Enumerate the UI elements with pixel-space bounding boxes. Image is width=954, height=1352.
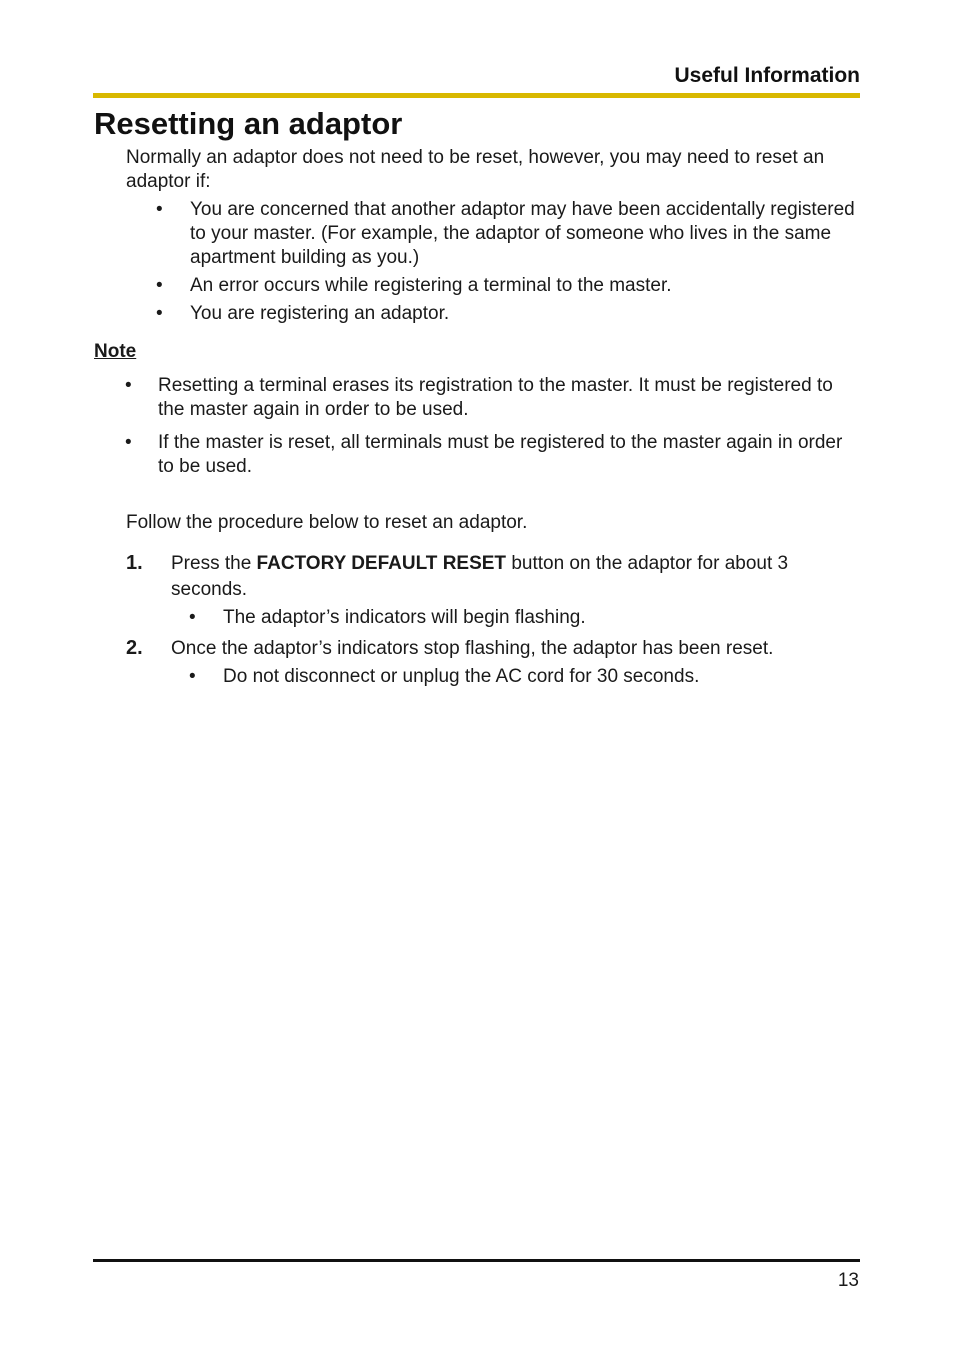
list-item-text: The adaptor’s indicators will begin flashing.: [223, 607, 586, 628]
step-text-before: Press the: [171, 553, 257, 574]
bullet-icon: •: [125, 375, 132, 396]
list-item-text: You are concerned that another adaptor may have been accidentally registered to your master. (For example, the adaptor of someone who lives in the same apartment building as you.): [190, 199, 855, 268]
bullet-icon: •: [156, 275, 163, 296]
step-text-after: button on the adaptor for about 3 seconds.: [171, 553, 789, 600]
step-text: Once the adaptor’s indicators stop flashing, the adaptor has been reset.: [171, 638, 774, 659]
note-list: [94, 374, 860, 488]
list-item-text: If the master is reset, all terminals must be registered to the master again in order to be used.: [158, 432, 843, 477]
step-2: [126, 636, 860, 689]
page-number: 13: [837, 1270, 859, 1291]
step-1: [126, 551, 860, 630]
reset-reasons-list: [126, 198, 866, 330]
step-sublist: [171, 606, 860, 630]
list-item-text: An error occurs while registering a terminal to the master.: [190, 275, 672, 296]
factory-default-reset-button-name: FACTORY DEFAULT RESET: [256, 553, 507, 574]
procedure-steps: [126, 551, 860, 695]
bullet-icon: •: [125, 432, 132, 453]
page-title: Resetting an adaptor: [94, 106, 403, 141]
list-item-text: Resetting a terminal erases its registration to the master. It must be registered to the master again in order to be used.: [158, 375, 833, 420]
list-item-text: Do not disconnect or unplug the AC cord for 30 seconds.: [223, 666, 700, 687]
bullet-icon: •: [156, 199, 163, 220]
footer-rule: [93, 1259, 860, 1262]
step-number: 2.: [126, 637, 143, 659]
list-item: [94, 431, 860, 479]
list-item: [126, 274, 866, 298]
procedure-intro: Follow the procedure below to reset an adaptor.: [126, 512, 528, 533]
list-item-text: You are registering an adaptor.: [190, 303, 450, 324]
note-heading: Note: [94, 341, 137, 362]
list-item: [126, 198, 866, 270]
bullet-icon: •: [189, 607, 196, 628]
intro-paragraph: Normally an adaptor does not need to be reset, however, you may need to reset an adaptor if:: [126, 147, 825, 192]
bullet-icon: •: [156, 303, 163, 324]
step-text: [171, 551, 860, 603]
list-item: [171, 606, 860, 630]
list-item: [94, 374, 860, 422]
list-item: [126, 302, 866, 326]
step-number: 1.: [126, 552, 143, 574]
bullet-icon: •: [189, 666, 196, 687]
section-header: Useful Information: [674, 64, 860, 87]
step-sublist: [171, 665, 860, 689]
list-item: [171, 665, 860, 689]
header-rule: [93, 93, 860, 98]
